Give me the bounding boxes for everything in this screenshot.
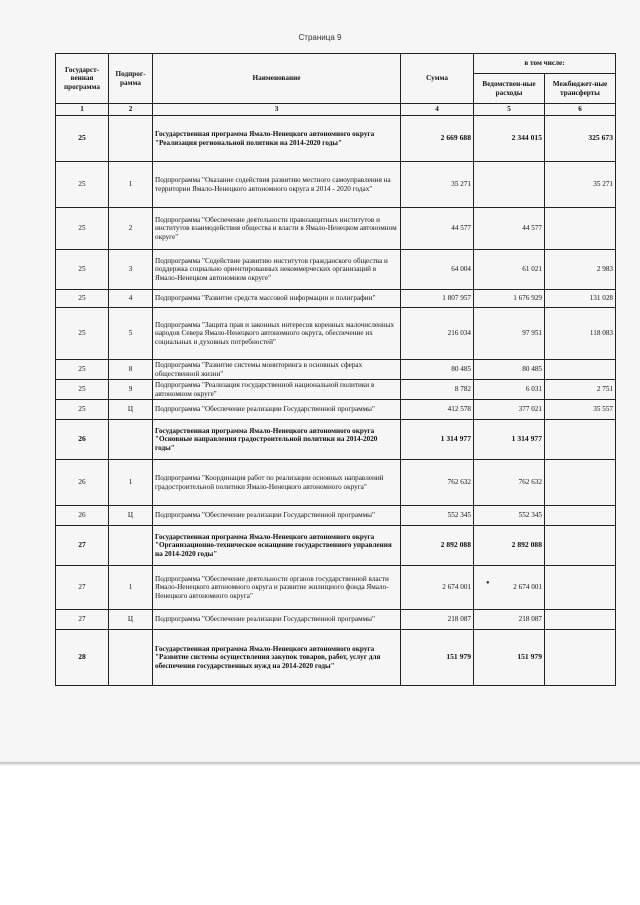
vedom-cell: 80 485 — [474, 360, 545, 380]
header-gos-program: Государст-венная программа — [56, 54, 109, 104]
table-row — [56, 208, 616, 250]
table-row — [56, 506, 616, 526]
vedom-cell: 377 021 — [474, 400, 545, 420]
sum-cell: 2 674 001 — [401, 566, 474, 610]
header-podprogram: Подпрог-рамма — [109, 54, 153, 104]
transfer-cell: 131 028 — [545, 290, 616, 308]
subprogram-cell: 9 — [109, 380, 153, 400]
table-body — [56, 116, 616, 686]
vedom-cell: 218 087 — [474, 610, 545, 630]
program-cell: 27 — [56, 566, 109, 610]
table-row — [56, 630, 616, 686]
vedom-cell: 6 031 — [474, 380, 545, 400]
sum-cell: 412 578 — [401, 400, 474, 420]
sum-cell: 80 485 — [401, 360, 474, 380]
table-row — [56, 610, 616, 630]
transfer-cell — [545, 208, 616, 250]
vedom-cell: 552 345 — [474, 506, 545, 526]
col-number: 6 — [545, 104, 616, 116]
subprogram-cell: 5 — [109, 308, 153, 360]
subprogram-cell — [109, 116, 153, 162]
program-cell: 25 — [56, 162, 109, 208]
subprogram-cell: 2 — [109, 208, 153, 250]
subprogram-cell: 3 — [109, 250, 153, 290]
subprogram-cell: Ц — [109, 506, 153, 526]
sum-cell: 44 577 — [401, 208, 474, 250]
sum-cell: 762 632 — [401, 460, 474, 506]
name-cell: Подпрограмма "Обеспечение деятельности правозащитных институтов и институтов взаимодействия общества и власти в Ямало-Ненецком автономном округе" — [153, 208, 401, 250]
name-cell: Государственная программа Ямало-Ненецкого автономного округа "Организационно-техническое оснащение государственного управления на 2014-2020 годы" — [153, 526, 401, 566]
program-cell: 27 — [56, 610, 109, 630]
transfer-cell — [545, 420, 616, 460]
program-cell: 25 — [56, 380, 109, 400]
sum-cell: 218 087 — [401, 610, 474, 630]
program-cell: 25 — [56, 290, 109, 308]
name-cell: Подпрограмма "Обеспечение реализации Государственной программы" — [153, 506, 401, 526]
sum-cell: 64 004 — [401, 250, 474, 290]
name-cell: Подпрограмма "Оказание содействия развитию местного самоуправления на территории Ямало-Ненецкого автономного округа в 2014 - 2020 годах" — [153, 162, 401, 208]
name-cell: Подпрограмма "Развитие средств массовой информации и полиграфии" — [153, 290, 401, 308]
transfer-cell — [545, 360, 616, 380]
subprogram-cell: 4 — [109, 290, 153, 308]
transfer-cell — [545, 526, 616, 566]
transfer-cell: 2 751 — [545, 380, 616, 400]
table-row — [56, 380, 616, 400]
table-row — [56, 308, 616, 360]
program-cell: 26 — [56, 506, 109, 526]
name-cell: Подпрограмма "Содействие развитию институтов гражданского общества и поддержка социально ориентированных некоммерческих организаций в Ямало-Ненецком автономном округе" — [153, 250, 401, 290]
budget-table — [55, 53, 616, 686]
name-cell: Государственная программа Ямало-Ненецкого автономного округа "Основные направления градостроительной политики на 2014-2020 годы" — [153, 420, 401, 460]
name-cell: Государственная программа Ямало-Ненецкого автономного округа "Развитие системы осуществления закупок товаров, работ, услуг для обеспечения государственных нужд на 2014-2020 годы" — [153, 630, 401, 686]
transfer-cell: 325 673 — [545, 116, 616, 162]
name-cell: Подпрограмма "Обеспечение реализации Государственной программы" — [153, 400, 401, 420]
vedom-cell: 61 021 — [474, 250, 545, 290]
program-cell: 25 — [56, 360, 109, 380]
sum-cell: 1 314 977 — [401, 420, 474, 460]
table-row — [56, 290, 616, 308]
name-cell: Подпрограмма "Координация работ по реализации основных направлений градостроительной политики Ямало-Ненецкого автономного округа" — [153, 460, 401, 506]
transfer-cell — [545, 610, 616, 630]
header-v-tom-chisle: в том числе: — [474, 54, 616, 74]
program-cell: 26 — [56, 420, 109, 460]
name-cell: Подпрограмма "Защита прав и законных интересов коренных малочисленных народов Севера Ямало-Ненецкого автономного округа, обеспечение их социальных и духовных потребностей" — [153, 308, 401, 360]
vedom-cell: 97 951 — [474, 308, 545, 360]
transfer-cell — [545, 506, 616, 526]
sum-cell: 151 979 — [401, 630, 474, 686]
program-cell: 25 — [56, 250, 109, 290]
vedom-cell: 762 632 — [474, 460, 545, 506]
program-cell: 26 — [56, 460, 109, 506]
program-cell: 25 — [56, 208, 109, 250]
col-number: 2 — [109, 104, 153, 116]
sum-cell: 8 782 — [401, 380, 474, 400]
table-header — [56, 54, 616, 116]
vedom-cell: 2 892 088 — [474, 526, 545, 566]
name-cell: Подпрограмма "Обеспечение реализации Государственной программы" — [153, 610, 401, 630]
subprogram-cell: 1 — [109, 162, 153, 208]
program-cell: 25 — [56, 400, 109, 420]
table-row — [56, 460, 616, 506]
table-row — [56, 162, 616, 208]
subprogram-cell: 1 — [109, 566, 153, 610]
transfer-cell — [545, 460, 616, 506]
column-number-row — [56, 104, 616, 116]
table-row — [56, 360, 616, 380]
header-mezhbudzh: Межбюджет-ные трансферты — [545, 74, 616, 104]
name-cell: Подпрограмма "Реализация государственной национальной политики в автономном округе" — [153, 380, 401, 400]
table-row — [56, 566, 616, 610]
subprogram-cell: Ц — [109, 610, 153, 630]
name-cell: Подпрограмма "Развитие системы мониторинга в основных сферах общественной жизни" — [153, 360, 401, 380]
transfer-cell: 2 983 — [545, 250, 616, 290]
col-number: 3 — [153, 104, 401, 116]
transfer-cell — [545, 630, 616, 686]
sum-cell: 552 345 — [401, 506, 474, 526]
subprogram-cell: 1 — [109, 460, 153, 506]
subprogram-cell — [109, 630, 153, 686]
table-row — [56, 400, 616, 420]
col-number: 4 — [401, 104, 474, 116]
header-name: Наименование — [153, 54, 401, 104]
vedom-cell — [474, 162, 545, 208]
subprogram-cell: Ц — [109, 400, 153, 420]
transfer-cell: 35 557 — [545, 400, 616, 420]
sum-cell: 1 807 957 — [401, 290, 474, 308]
header-vedom: Ведомствен-ные расходы — [474, 74, 545, 104]
col-number: 5 — [474, 104, 545, 116]
vedom-cell: 1 676 929 — [474, 290, 545, 308]
vedom-cell: 2 674 001 — [474, 566, 545, 610]
name-cell: Подпрограмма "Обеспечение деятельности органов государственной власти Ямало-Ненецкого автономного округа и развитие жилищного фонда Ямало-Ненецкого автономного округа" — [153, 566, 401, 610]
page-label: Страница 9 — [298, 33, 342, 42]
program-cell: 25 — [56, 308, 109, 360]
scan-mark: ● — [486, 580, 490, 586]
transfer-cell — [545, 566, 616, 610]
sum-cell: 2 892 088 — [401, 526, 474, 566]
subprogram-cell — [109, 420, 153, 460]
header-sum: Сумма — [401, 54, 474, 104]
vedom-cell: 1 314 977 — [474, 420, 545, 460]
page-edge — [0, 762, 640, 766]
vedom-cell: 44 577 — [474, 208, 545, 250]
transfer-cell: 35 271 — [545, 162, 616, 208]
program-cell: 25 — [56, 116, 109, 162]
name-cell: Государственная программа Ямало-Ненецкого автономного округа "Реализация региональной политики на 2014-2020 годы" — [153, 116, 401, 162]
sum-cell: 35 271 — [401, 162, 474, 208]
vedom-cell: 2 344 015 — [474, 116, 545, 162]
vedom-cell: 151 979 — [474, 630, 545, 686]
transfer-cell: 118 083 — [545, 308, 616, 360]
table-row — [56, 116, 616, 162]
sum-cell: 216 034 — [401, 308, 474, 360]
sum-cell: 2 669 688 — [401, 116, 474, 162]
table-row — [56, 250, 616, 290]
subprogram-cell — [109, 526, 153, 566]
program-cell: 27 — [56, 526, 109, 566]
subprogram-cell: 8 — [109, 360, 153, 380]
table-row — [56, 420, 616, 460]
table-row — [56, 526, 616, 566]
program-cell: 28 — [56, 630, 109, 686]
col-number: 1 — [56, 104, 109, 116]
